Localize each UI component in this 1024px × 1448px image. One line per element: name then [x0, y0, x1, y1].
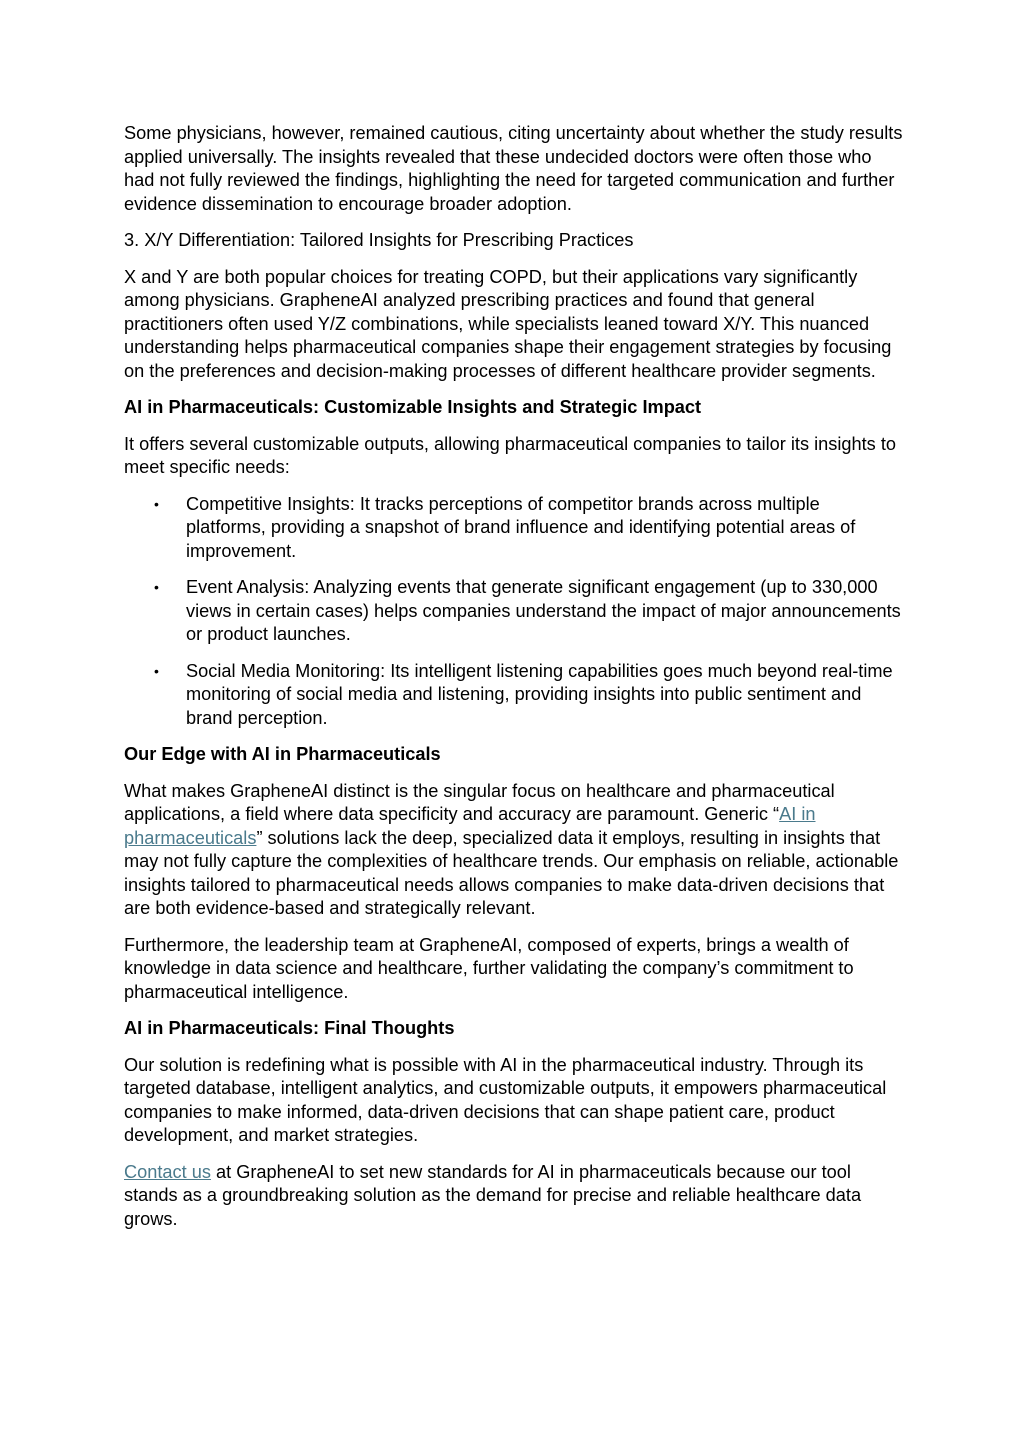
paragraph-redefining: Our solution is redefining what is possible with AI in the pharmaceutical industry. Through its targeted database, intelligent analytics, and customizable outputs, it empowers pharmaceutical companies to make informed, data-driven decisions that can shape patient care, product development, and market strategies. — [124, 1054, 887, 1145]
bullet-icon: • — [154, 662, 159, 679]
paragraph-text: ” solutions lack the deep, specialized data it employs, resulting in insights that may not fully capture the complexities of healthcare trends. Our emphasis on reliable, actionable insights tailored to pharmaceutical needs allows companies to make data-driven decisions that are both evidence-based and strategically relevant. — [124, 827, 899, 918]
list-item-text: Social Media Monitoring: Its intelligent listening capabilities goes much beyond real-time monitoring of social media and listening, providing insights into public sentiment and brand perception. — [186, 660, 893, 728]
paragraph-xy-differentiation: X and Y are both popular choices for treating COPD, but their applications vary significantly among physicians. GrapheneAI analyzed prescribing practices and found that general practitioners often used Y/Z combinations, while specialists leaned toward X/Y. This nuanced understanding helps pharmaceutical companies shape their engagement strategies by focusing on the preferences and decision-making processes of different healthcare provider segments. — [124, 266, 892, 381]
heading-customizable-insights: AI in Pharmaceuticals: Customizable Insights and Strategic Impact — [124, 397, 702, 417]
bullet-icon: • — [154, 579, 159, 595]
paragraph-text: at GrapheneAI to set new standards for AI in pharmaceuticals because our tool stands as a groundbreaking solution as the demand for precise and reliable healthcare data grows. — [124, 1161, 862, 1229]
list-item — [124, 493, 904, 564]
paragraph-graphene-distinct — [124, 780, 904, 921]
customizable-outputs-list — [124, 493, 904, 731]
heading-final-thoughts: AI in Pharmaceuticals: Final Thoughts — [124, 1018, 455, 1038]
list-item-text: Event Analysis: Analyzing events that generate significant engagement (up to 330,000 views in certain cases) helps companies understand the impact of major announcements or product launches. — [186, 577, 901, 644]
bullet-icon: • — [154, 495, 159, 512]
heading-our-edge: Our Edge with AI in Pharmaceuticals — [124, 744, 441, 764]
ai-in-pharmaceuticals-link[interactable]: AI in pharmaceuticals — [124, 804, 816, 848]
paragraph-contact — [124, 1161, 904, 1232]
paragraph-customizable-intro: It offers several customizable outputs, allowing pharmaceutical companies to tailor its insights to meet specific needs: — [124, 433, 897, 477]
paragraph-leadership-team: Furthermore, the leadership team at GrapheneAI, composed of experts, brings a wealth of knowledge in data science and healthcare, further validating the company’s commitment to pharmaceutical intelligence. — [124, 934, 854, 1002]
paragraph-text: What makes GrapheneAI distinct is the singular focus on healthcare and pharmaceutical applications, a field where data specificity and accuracy are paramount. Generic “ — [124, 780, 835, 824]
paragraph-undecided-physicians: Some physicians, however, remained cautious, citing uncertainty about whether the study results applied universally. The insights revealed that these undecided doctors were often those who had not fully reviewed the findings, highlighting the need for targeted communication and further evidence dissemination to encourage broader adoption. — [124, 123, 903, 214]
list-item-text: Competitive Insights: It tracks perceptions of competitor brands across multiple platforms, providing a snapshot of brand influence and identifying potential areas of improvement. — [186, 493, 856, 561]
list-item — [124, 576, 904, 647]
list-item — [124, 660, 904, 731]
section-3-title: 3. X/Y Differentiation: Tailored Insights for Prescribing Practices — [124, 230, 634, 250]
contact-us-link[interactable]: Contact us — [124, 1161, 211, 1182]
document-page — [124, 122, 904, 1244]
